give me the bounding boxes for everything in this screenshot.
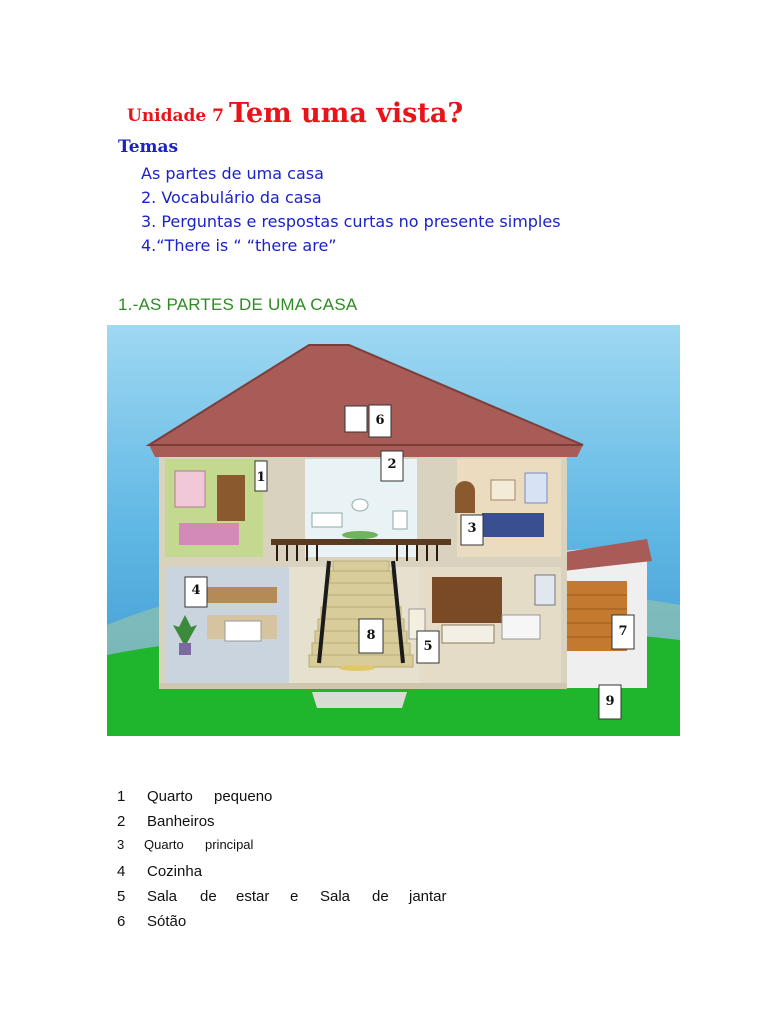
vocab-word: principal [205, 837, 254, 852]
house-label-7: 7 [618, 624, 628, 639]
house-illustration [107, 325, 680, 736]
vocab-word: Quarto [147, 788, 193, 805]
house-label-2: 2 [387, 457, 397, 472]
topic-item-3: 3. Perguntas e respostas curtas no presente simples [141, 212, 561, 231]
house-label-5: 5 [423, 639, 433, 654]
vocab-number: 5 [117, 888, 126, 905]
vocab-word: Cozinha [147, 863, 203, 880]
house-label-8: 8 [366, 628, 376, 643]
walkway [312, 692, 407, 708]
vocab-word: Sótão [147, 913, 187, 930]
vocab-word: e [290, 888, 299, 905]
house-label-1: 1 [256, 470, 266, 485]
vocab-word: de [372, 888, 389, 905]
topic-item-4: 4.“There is “ “there are” [141, 236, 337, 255]
page-title: Tem uma vista? [229, 98, 464, 129]
vocab-word: Sala [320, 888, 351, 905]
vocab-number: 4 [117, 863, 126, 880]
unit-label: Unidade 7 [127, 106, 224, 126]
vocab-number: 2 [117, 813, 126, 830]
house-label-4: 4 [191, 583, 201, 598]
house-label-9: 9 [605, 694, 615, 709]
vocab-word: Sala [147, 888, 178, 905]
house-label-3: 3 [467, 521, 477, 536]
topic-item-1: As partes de uma casa [141, 164, 324, 183]
vocab-word: jantar [409, 888, 447, 905]
vocab-number: 6 [117, 913, 126, 930]
vocab-number: 1 [117, 788, 126, 805]
topic-item-2: 2. Vocabulário da casa [141, 188, 322, 207]
vocab-word: de [200, 888, 217, 905]
temas-heading: Temas [118, 137, 179, 157]
vocab-number: 3 [117, 837, 125, 852]
vocab-word: Quarto [144, 837, 184, 852]
section-title: 1.-AS PARTES DE UMA CASA [118, 295, 358, 314]
vocab-word: estar [236, 888, 270, 905]
vocab-word: Banheiros [147, 813, 215, 830]
house-label-6: 6 [375, 413, 385, 428]
vocab-word: pequeno [214, 788, 273, 805]
